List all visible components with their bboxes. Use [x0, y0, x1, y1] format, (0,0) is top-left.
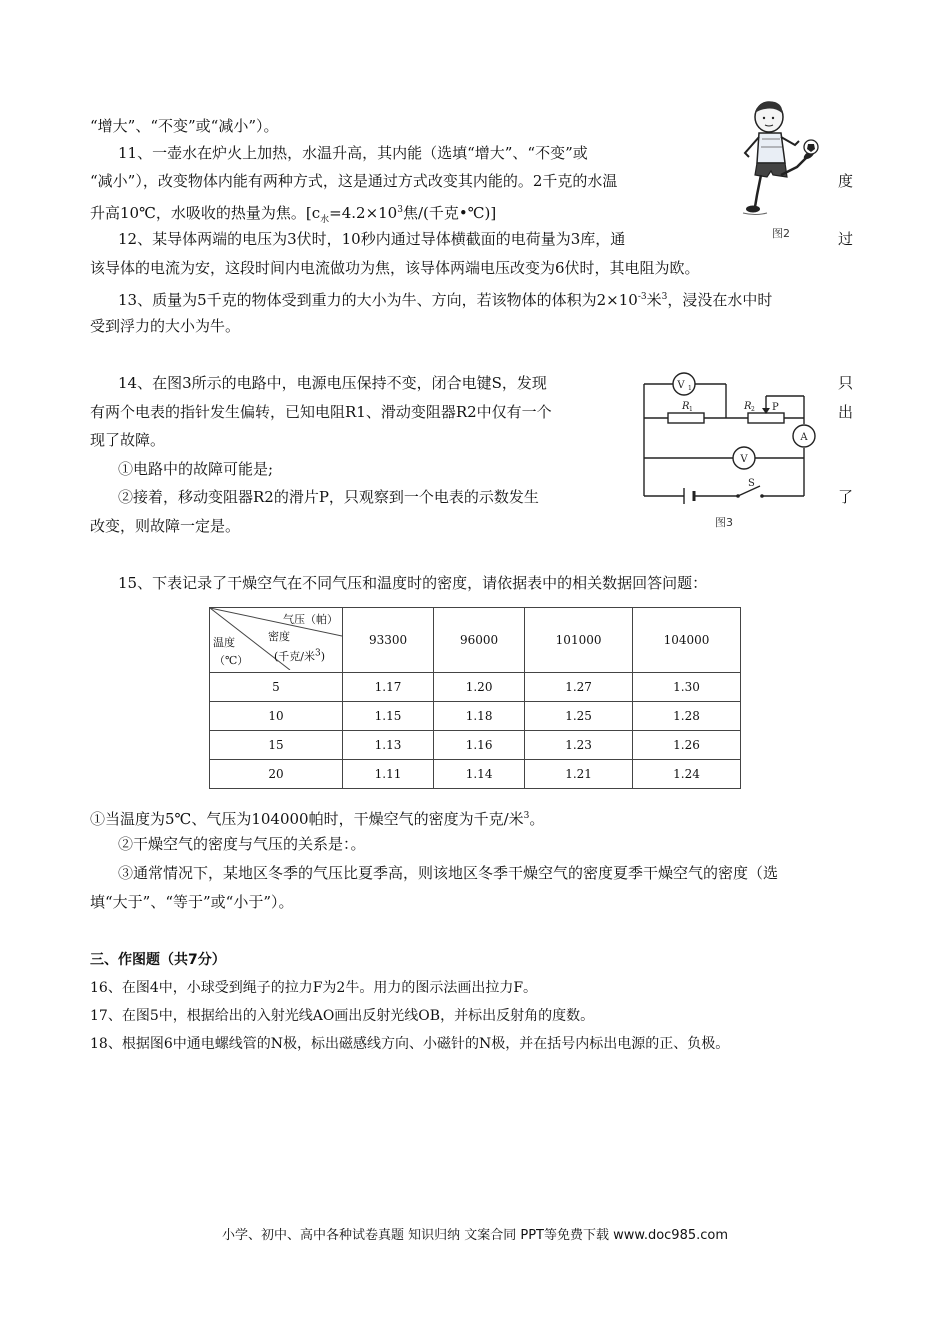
q13-line1: 13、质量为5千克的物体受到重力的大小为牛、方向，若该物体的体积为$2\times 10^{-3}$米$^3$，浸没在水中时 — [118, 291, 773, 309]
q14-line2-end: 出 — [838, 403, 854, 421]
table-cell-temp: 10 — [210, 702, 343, 731]
svg-text:2: 2 — [751, 406, 755, 413]
corner-density-label: 密度 — [268, 630, 290, 643]
table-cell: 1.20 — [434, 673, 525, 702]
q14-line1: 14、在图3所示的电路中，电源电压保持不变，闭合电键S，发现 — [118, 374, 547, 392]
corner-pressure-label: 气压（帕） — [283, 613, 338, 626]
svg-text:1: 1 — [688, 385, 692, 392]
table-header-pressure: 96000 — [434, 608, 525, 673]
table-header-row — [210, 608, 741, 673]
q14-line5-end: 了 — [838, 488, 854, 506]
svg-text:A: A — [800, 432, 808, 443]
q11-line3: 升高10℃，水吸收的热量为焦。[$c_水=4.2\times 10^3$焦/(千克•℃)] — [90, 204, 497, 225]
table-cell: 1.15 — [343, 702, 434, 731]
q13-line2: 受到浮力的大小为牛。 — [90, 317, 241, 335]
svg-text:V: V — [677, 380, 685, 391]
table-cell: 1.21 — [525, 760, 633, 789]
section-3-title: 三、作图题（共7分） — [90, 952, 226, 968]
table-cell: 1.16 — [434, 731, 525, 760]
table-cell: 1.17 — [343, 673, 434, 702]
corner-temp-unit: （℃） — [214, 654, 249, 667]
figure-3-circuit — [638, 368, 828, 533]
q14-line5: ②接着，移动变阻器R2的滑片P，只观察到一个电表的示数发生 — [118, 488, 539, 506]
q15-intro: 15、下表记录了干燥空气在不同气压和温度时的密度，请依据表中的相关数据回答问题： — [118, 574, 708, 592]
q10-tail: “增大”、“不变”或“减小”）。 — [90, 117, 279, 135]
table-cell: 1.26 — [633, 731, 741, 760]
q12-line1: 12、某导体两端的电压为3伏时，10秒内通过导体横截面的电荷量为3库，通 — [118, 230, 626, 248]
table-cell-temp: 5 — [210, 673, 343, 702]
table-cell: 1.27 — [525, 673, 633, 702]
q14-line1-end: 只 — [838, 374, 854, 392]
q17: 17、在图5中，根据给出的入射光线AO画出反射光线OB，并标出反射角的度数。 — [90, 1008, 595, 1024]
figure-2-caption: 图2 — [772, 227, 790, 240]
q15-answer-3-line1: ③通常情况下，某地区冬季的气压比夏季高，则该地区冬季干燥空气的密度夏季干燥空气的密度（选 — [118, 864, 779, 882]
corner-temp-label: 温度 — [213, 636, 235, 649]
q11-line1: 11、一壶水在炉火上加热，水温升高，其内能（选填“增大”、“不变”或 — [118, 144, 588, 162]
q11-line2-end: 度 — [838, 172, 854, 190]
table-row — [210, 702, 741, 731]
table-cell: 1.14 — [434, 760, 525, 789]
page-footer: 小学、初中、高中各种试卷真题 知识归纳 文案合同 PPT等免费下载 www.doc985.com — [221, 1228, 729, 1243]
q14-line4: ①电路中的故障可能是; — [118, 460, 274, 478]
q15-answer-3-line2: 填“大于”、“等于”或“小于”）。 — [90, 893, 294, 911]
svg-text:V: V — [740, 454, 748, 465]
density-table — [209, 607, 741, 789]
table-row — [210, 731, 741, 760]
table-corner-cell — [210, 608, 343, 673]
table-cell: 1.13 — [343, 731, 434, 760]
table-row — [210, 760, 741, 789]
table-cell: 1.28 — [633, 702, 741, 731]
table-cell: 1.23 — [525, 731, 633, 760]
svg-text:1: 1 — [689, 406, 693, 413]
table-cell-temp: 20 — [210, 760, 343, 789]
table-cell: 1.24 — [633, 760, 741, 789]
table-row — [210, 673, 741, 702]
label-p: P — [772, 402, 779, 413]
q14-line2: 有两个电表的指针发生偏转，已知电阻R1、滑动变阻器R2中仅有一个 — [90, 403, 552, 421]
q14-line3: 现了故障。 — [90, 431, 166, 449]
q16: 16、在图4中，小球受到绳子的拉力F为2牛。用力的图示法画出拉力F。 — [90, 980, 538, 996]
table-cell: 1.30 — [633, 673, 741, 702]
q11-line2: “减小”），改变物体内能有两种方式，这是通过方式改变其内能的。2千克的水温 — [90, 172, 618, 190]
figure-3-caption: 图3 — [715, 516, 733, 529]
table-header-pressure: 93300 — [343, 608, 434, 673]
q18: 18、根据图6中通电螺线管的N极，标出磁感线方向、小磁针的N极，并在括号内标出电源的正、负极。 — [90, 1036, 730, 1052]
label-r1: R — [682, 401, 690, 412]
q15-answer-1: ①当温度为5℃、气压为104000帕时，干燥空气的密度为千克/米$^3$。 — [90, 810, 545, 828]
corner-density-unit: (千克/米$^3$) — [274, 648, 326, 663]
q12-line1-end: 过 — [838, 230, 854, 248]
label-s: S — [748, 478, 755, 489]
label-r2: R — [744, 401, 752, 412]
table-cell-temp: 15 — [210, 731, 343, 760]
table-cell: 1.11 — [343, 760, 434, 789]
table-header-pressure: 101000 — [525, 608, 633, 673]
figure-2-boy-kicking-ball — [735, 95, 825, 245]
table-cell: 1.25 — [525, 702, 633, 731]
table-cell: 1.18 — [434, 702, 525, 731]
q15-answer-2: ②干燥空气的密度与气压的关系是：。 — [118, 835, 366, 853]
q12-line2: 该导体的电流为安，这段时间内电流做功为焦，该导体两端电压改变为6伏时，其电阻为欧。 — [90, 259, 700, 277]
table-header-pressure: 104000 — [633, 608, 741, 673]
q14-line6: 改变，则故障一定是。 — [90, 517, 241, 535]
